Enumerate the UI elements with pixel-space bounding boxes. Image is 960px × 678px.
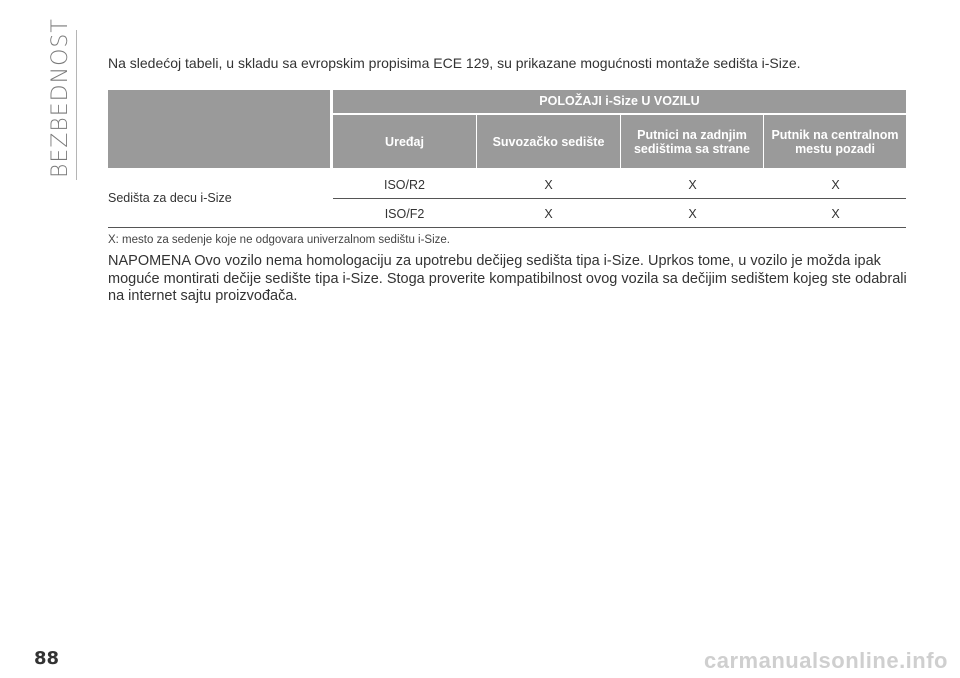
table-footnote: X: mesto za sedenje koje ne odgovara univerzalnom sedištu i-Size.	[108, 234, 450, 246]
column-header-device: Uređaj	[333, 115, 476, 168]
value-cell: X	[831, 207, 840, 221]
table-group-header: POLOŽAJI i-Size U VOZILU	[333, 90, 906, 113]
value-cell: X	[831, 178, 840, 192]
value-cell: X	[544, 178, 553, 192]
row-divider	[333, 198, 906, 199]
value-cell: X	[688, 207, 697, 221]
note-paragraph: NAPOMENA Ovo vozilo nema homologaciju za upotrebu dečijeg sedišta tipa i-Size. Uprkos tome, u vozilo je možda ipak moguće montirati dečije sedište tipa i-Size. Stoga proverite kompatibilnost ovog vozila sa dečijim sedištem kojeg ste odabrali na internet sajtu proizvođača.	[108, 253, 907, 304]
section-title: BEZBEDNOST	[48, 18, 73, 178]
column-header-rear-outboard: Putnici na zadnjim sedištima sa strane	[621, 115, 763, 168]
value-cell: X	[688, 178, 697, 192]
row-label: Sedišta za decu i-Size	[108, 191, 232, 205]
page-number: 88	[34, 648, 60, 669]
column-header-front-passenger: Suvozačko sedište	[477, 115, 620, 168]
table-corner-cell	[108, 90, 330, 168]
intro-text: Na sledećoj tabeli, u skladu sa evropskim propisima ECE 129, su prikazane mogućnosti montaže sedišta i-Size.	[108, 55, 801, 71]
watermark: carmanualsonline.info	[704, 648, 948, 673]
device-cell: ISO/F2	[384, 207, 425, 221]
device-cell: ISO/R2	[384, 178, 425, 192]
value-cell: X	[544, 207, 553, 221]
table-bottom-rule	[108, 227, 906, 228]
column-header-rear-center: Putnik na centralnom mestu pozadi	[764, 115, 906, 168]
section-divider	[76, 30, 77, 180]
